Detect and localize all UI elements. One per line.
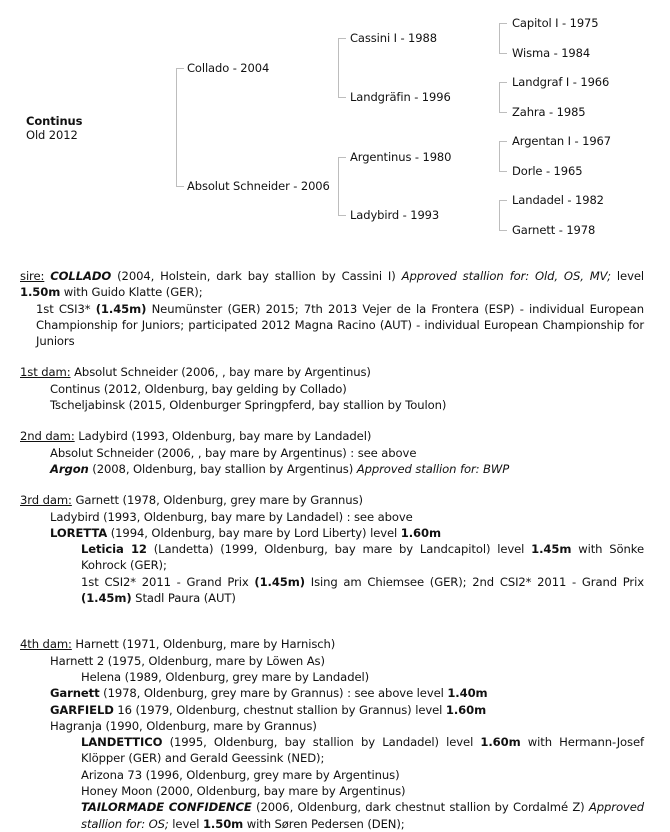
sire-section [0,268,670,349]
horse-details: (2006, Oldenburg, dark chestnut stallion by Cordalmé Z) [251,800,589,815]
rider-text: with Guido Klatte (GER); [60,285,203,300]
offspring-item: Ladybird (1993, Oldenburg, bay mare by Landadel) : see above [50,509,413,524]
level-value: 1.40m [447,686,488,701]
offspring-item: Harnett 2 (1975, Oldenburg, mare by Löwen As) [50,653,325,668]
level-value: 1.50m [20,285,61,300]
bracket-tick [499,171,507,172]
dam4-section [0,636,670,832]
results-height: (1.45m) [81,591,132,606]
results-height: (1.45m) [95,301,147,316]
results-text: Neumünster (GER) 2015; 7th 2013 Vejer de la Frontera (ESP) - individual European Championship for Juniors; participated 2012 Magna Racino (AUT) - individual European Championship for Juniors [36,301,644,349]
offspring-item [0,685,670,701]
subject-node [26,114,82,142]
dam3-section [0,492,670,606]
bracket-tick [338,38,346,39]
horse-details: (2008, Oldenburg, bay stallion by Argentinus) [88,461,357,476]
offspring-item [0,541,670,574]
horse-name: COLLADO [50,269,112,283]
bracket-tick [499,82,507,83]
horse-name: LANDETTICO [81,735,163,750]
results-text: 1st CSI2* 2011 - Grand Prix [81,574,255,589]
dam1-section [0,364,670,413]
horse-name: LORETTA [50,525,108,540]
gen2-node[interactable]: Ladybird - 1993 [350,208,440,222]
horse-name: Garnett [50,686,100,701]
offspring-item [0,799,670,832]
section-heading: 4th dam: [20,637,72,652]
horse-name: Argon [50,461,89,476]
level-value: 1.45m [531,542,572,557]
bracket-tick [499,23,507,24]
offspring-item: Absolut Schneider (2006, , bay mare by Argentinus) : see above [50,445,417,460]
sire-results [0,301,670,350]
section-heading: sire: [20,269,45,283]
level-value: 1.50m [202,816,244,831]
bracket-line [176,68,177,186]
level-value: 1.60m [445,702,487,717]
level-text: level [168,816,203,831]
gen3-node[interactable]: Landadel - 1982 [512,193,604,207]
bracket-line [338,157,339,215]
dam-node[interactable]: Absolut Schneider - 2006 [187,179,330,193]
dam2-heading-line [0,428,670,444]
results-text: Stadl Paura (AUT) [131,591,236,606]
dam4-heading-line [0,636,670,652]
dam-line-document [0,268,670,832]
dam1-heading-line [0,364,670,380]
approval-note: Approved stallion for: OS; [81,800,644,831]
spacer [0,606,670,636]
dam-details: Ladybird (1993, Oldenburg, bay mare by Landadel) [74,429,372,444]
gen2-node[interactable]: Landgräfin - 1996 [350,90,451,104]
horse-name: TAILORMADE CONFIDENCE [81,800,252,815]
approval-note: Approved stallion for: Old, OS, MV; [401,269,611,283]
subject-info: Old 2012 [26,128,78,142]
offspring-item [0,525,670,541]
level-value: 1.60m [400,525,441,540]
bracket-tick [338,97,346,98]
results-text: 1st CSI3* [36,301,96,316]
sire-node[interactable]: Collado - 2004 [187,61,270,75]
bracket-line [499,200,500,230]
horse-details: (1978, Oldenburg, grey mare by Grannus) : see above level [99,686,448,701]
gen3-node[interactable]: Garnett - 1978 [512,223,596,237]
gen3-node[interactable]: Dorle - 1965 [512,164,583,178]
horse-details: (1994, Oldenburg, bay mare by Lord Liberty) level [107,525,401,540]
offspring-item: Continus (2012, Oldenburg, bay gelding by Collado) [50,381,347,396]
bracket-tick [338,215,346,216]
horse-details: (1995, Oldenburg, bay stallion by Landadel) level [162,735,481,750]
horse-name: Leticia 12 [81,542,147,557]
dam2-section [0,428,670,477]
section-heading: 2nd dam: [20,429,75,444]
dam-details: Absolut Schneider (2006, , bay mare by Argentinus) [70,365,371,380]
spacer [0,477,670,492]
bracket-tick [176,68,184,69]
bracket-tick [499,112,507,113]
gen2-node[interactable]: Cassini I - 1988 [350,31,437,45]
rider-text: with Sönke Kohrock (GER); [81,542,644,573]
results-text: Ising am Chiemsee (GER); 2nd CSI2* 2011 - Grand Prix [304,574,644,589]
offspring-item: Honey Moon (2000, Oldenburg, bay mare by Argentinus) [81,784,406,799]
gen3-node[interactable]: Argentan I - 1967 [512,134,611,148]
horse-details: (Landetta) (1999, Oldenburg, bay mare by Landcapitol) level [146,542,532,557]
section-heading: 3rd dam: [20,493,72,508]
gen3-node[interactable]: Wisma - 1984 [512,46,591,60]
section-heading: 1st dam: [20,365,71,380]
horse-details: (2004, Holstein, dark bay stallion by Cassini I) [111,269,402,283]
bracket-line [338,38,339,97]
level-value: 1.60m [480,735,521,750]
rider-text: with Hermann-Josef Klöpper (GER) and Gerald Geessink (NED); [81,735,644,766]
spacer [0,349,670,364]
offspring-item: Hagranja (1990, Oldenburg, mare by Grannus) [50,718,317,733]
gen3-node[interactable]: Capitol I - 1975 [512,16,599,30]
bracket-tick [499,230,507,231]
subject-name: Continus [26,114,83,128]
approval-note: Approved stallion for: BWP [356,461,510,476]
bracket-tick [499,53,507,54]
bracket-line [499,141,500,171]
offspring-item: Arizona 73 (1996, Oldenburg, grey mare by Argentinus) [81,767,400,782]
dam-details: Harnett (1971, Oldenburg, mare by Harnisch) [71,637,336,652]
horse-name: GARFIELD [50,702,114,717]
offspring-item: Tscheljabinsk (2015, Oldenburger Springpferd, bay stallion by Toulon) [50,398,447,413]
gen2-node[interactable]: Argentinus - 1980 [350,150,452,164]
gen3-node[interactable]: Zahra - 1985 [512,105,586,119]
dam3-heading-line [0,492,670,508]
bracket-tick [499,141,507,142]
gen3-node[interactable]: Landgraf I - 1966 [512,75,610,89]
bracket-line [499,82,500,112]
level-text: level [610,269,645,283]
sire-paragraph [0,268,670,301]
offspring-item [0,461,670,477]
horse-details: 16 (1979, Oldenburg, chestnut stallion by Grannus) level [113,702,446,717]
rider-text: with Søren Pedersen (DEN); [243,816,405,831]
results-line [0,574,670,607]
offspring-item: Helena (1989, Oldenburg, grey mare by Landadel) [81,669,370,684]
offspring-item [0,734,670,767]
bracket-tick [338,157,346,158]
dam-details: Garnett (1978, Oldenburg, grey mare by Grannus) [71,493,363,508]
bracket-tick [176,186,184,187]
spacer [0,413,670,428]
bracket-line [499,23,500,53]
bracket-tick [499,200,507,201]
offspring-item [0,702,670,718]
pedigree-tree [0,0,670,250]
results-height: (1.45m) [254,574,305,589]
